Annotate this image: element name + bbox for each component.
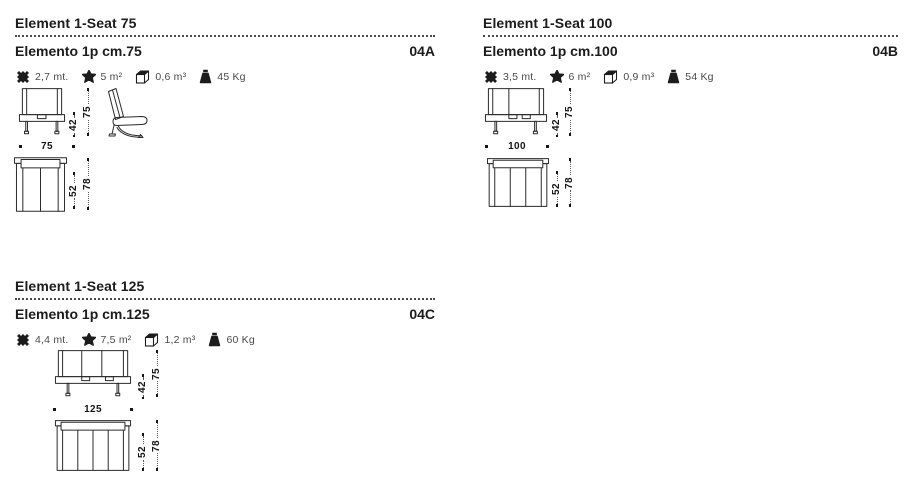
dimension-total-height: 75 <box>564 88 576 136</box>
spec-volume-value: 0,6 m³ <box>155 70 187 83</box>
product-title-en: Element 1-Seat 100 <box>483 15 613 31</box>
dimension-seat-depth: 52 <box>551 171 563 207</box>
top-view-drawing <box>14 157 67 212</box>
spec-row <box>16 68 435 85</box>
product-panel-04a <box>15 15 435 245</box>
dimension-total-height: 75 <box>82 88 94 136</box>
front-view-drawing <box>55 350 131 397</box>
dotted-rule <box>483 35 898 37</box>
weight-icon <box>208 332 221 347</box>
spec-leather <box>82 70 123 83</box>
technical-drawings <box>483 85 898 235</box>
technical-drawings <box>15 348 435 498</box>
dimension-total-depth: 78 <box>151 420 163 471</box>
spec-leather <box>550 70 591 83</box>
dimension-seat-depth: 52 <box>137 433 149 471</box>
fabric-swatch-icon <box>16 70 30 84</box>
subtitle-row <box>15 306 435 322</box>
top-view-drawing <box>487 158 549 207</box>
dimension-total-depth: 78 <box>564 158 576 207</box>
spec-weight-value: 45 Kg <box>217 70 246 83</box>
dotted-rule <box>15 298 435 300</box>
dimension-width: 75 <box>19 140 75 153</box>
front-view-drawing <box>485 88 547 135</box>
leather-hide-icon <box>82 70 96 83</box>
spec-weight <box>667 69 713 84</box>
spec-leather-value: 6 m² <box>568 70 591 83</box>
spec-weight <box>208 332 254 347</box>
product-title-it: Elemento 1p cm.75 <box>15 43 142 59</box>
spec-leather-value: 7,5 m² <box>100 333 132 346</box>
spec-row <box>16 331 435 348</box>
weight-icon <box>667 69 680 84</box>
dimension-seat-depth: 52 <box>68 172 80 209</box>
fabric-swatch-icon <box>16 333 30 347</box>
spec-fabric-value: 4,4 mt. <box>35 333 69 346</box>
dimension-width: 125 <box>53 403 133 416</box>
spec-volume <box>135 70 186 84</box>
leather-hide-icon <box>550 70 564 83</box>
product-panel-04b <box>483 15 898 245</box>
subtitle-row <box>483 43 898 59</box>
spec-weight-value: 60 Kg <box>226 333 255 346</box>
technical-drawings <box>15 85 435 235</box>
leather-hide-icon <box>82 333 96 346</box>
dimension-width: 100 <box>485 140 549 153</box>
weight-icon <box>199 69 212 84</box>
spec-volume-value: 1,2 m³ <box>164 333 196 346</box>
dimension-total-depth: 78 <box>82 158 94 210</box>
spec-fabric <box>484 70 537 84</box>
dotted-rule <box>15 35 435 37</box>
product-title-en: Element 1-Seat 125 <box>15 278 145 294</box>
volume-cube-icon <box>135 70 150 84</box>
top-view-drawing <box>55 420 131 471</box>
dimension-seat-height: 42 <box>137 374 149 397</box>
product-title-en: Element 1-Seat 75 <box>15 15 137 31</box>
subtitle-row <box>15 43 435 59</box>
product-code: 04A <box>409 43 435 59</box>
dimension-total-height: 75 <box>151 350 163 397</box>
fabric-swatch-icon <box>484 70 498 84</box>
dimension-seat-height: 42 <box>551 112 563 136</box>
spec-volume <box>603 70 654 84</box>
spec-leather <box>82 333 132 346</box>
product-panel-04c <box>15 278 435 493</box>
spec-volume-value: 0,9 m³ <box>623 70 655 83</box>
product-title-it: Elemento 1p cm.100 <box>483 43 618 59</box>
spec-fabric-value: 3,5 mt. <box>503 70 537 83</box>
product-title-it: Elemento 1p cm.125 <box>15 306 150 322</box>
spec-fabric-value: 2,7 mt. <box>35 70 69 83</box>
volume-cube-icon <box>144 333 159 347</box>
product-code: 04B <box>872 43 898 59</box>
spec-fabric <box>16 333 69 347</box>
spec-weight-value: 54 Kg <box>685 70 714 83</box>
spec-weight <box>199 69 245 84</box>
dimension-seat-height: 42 <box>68 112 80 136</box>
product-code: 04C <box>409 306 435 322</box>
front-view-drawing <box>19 88 65 135</box>
spec-volume <box>144 333 195 347</box>
spec-row <box>484 68 898 85</box>
side-view-drawing <box>94 85 151 138</box>
volume-cube-icon <box>603 70 618 84</box>
spec-fabric <box>16 70 69 84</box>
spec-leather-value: 5 m² <box>100 70 123 83</box>
